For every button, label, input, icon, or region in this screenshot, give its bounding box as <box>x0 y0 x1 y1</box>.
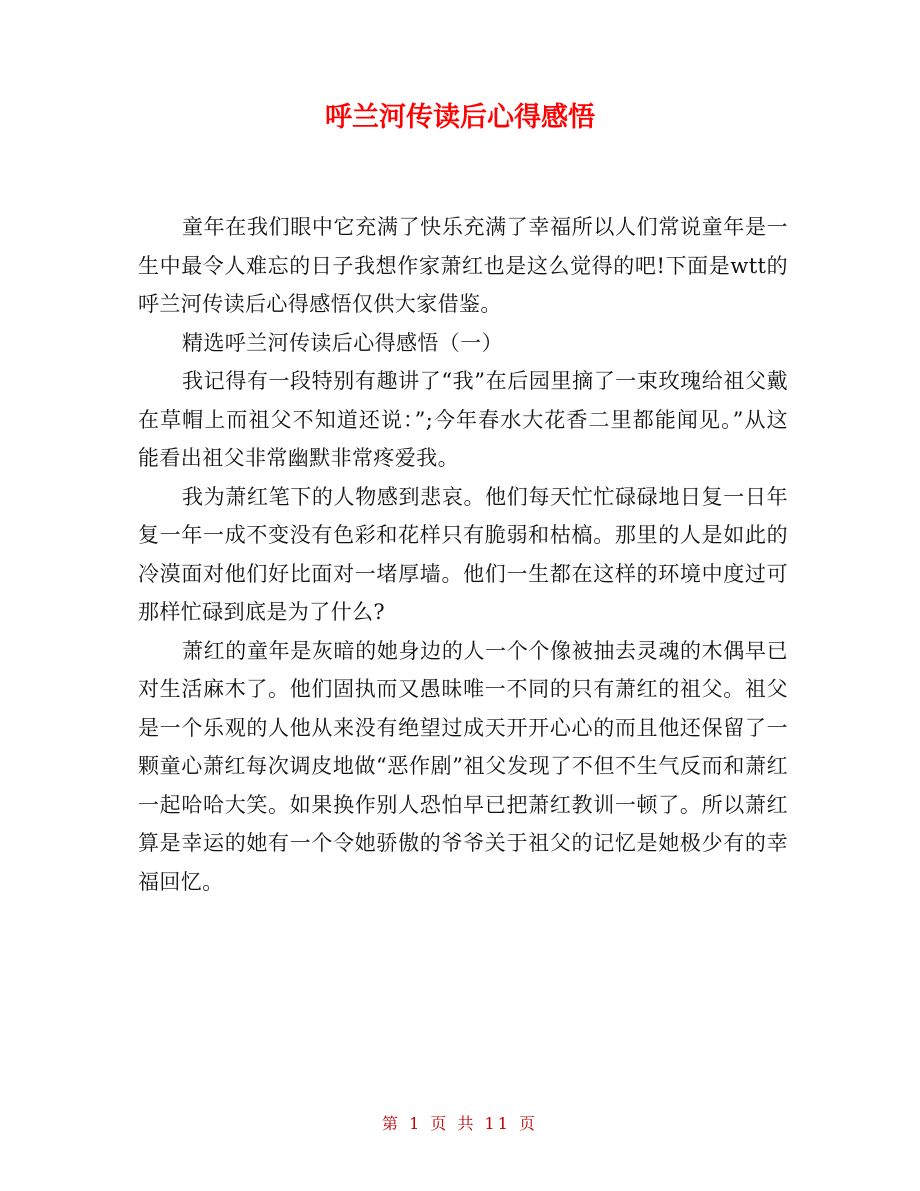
section-heading: 精选呼兰河传读后心得感悟（一） <box>182 330 503 355</box>
paragraph-childhood: 萧红的童年是灰暗的她身边的人一个个像被抽去灵魂的木偶早已对生活麻木了。他们固执而又愚昧唯一不同的只有萧红的祖父。祖父是一个乐观的人他从来没有绝望过成天开开心心的而且他还保留了一颗童心萧红每次调皮地做“恶作剧”祖父发现了不但不生气反而和萧红一起哈哈大笑。如果换作别人恐怕早已把萧红教训一顿了。所以萧红算是幸运的她有一个令她骄傲的爷爷关于祖父的记忆是她极少有的幸福回忆。 <box>138 638 788 894</box>
paragraph-grandfather-rose: 我记得有一段特别有趣讲了“我”在后园里摘了一束玫瑰给祖父戴在草帽上而祖父不知道还说：”;今年春水大花香二里都能闻见。”从这能看出祖父非常幽默非常疼爱我。 <box>138 369 788 470</box>
document-title: 呼兰河传读后心得感悟 <box>325 102 595 133</box>
document-body <box>138 208 788 901</box>
page-number-footer: 第 1 页 共 11 页 <box>382 1114 538 1133</box>
paragraph-intro: 童年在我们眼中它充满了快乐充满了幸福所以人们常说童年是一生中最令人难忘的日子我想作家萧红也是这么觉得的吧!下面是wtt的呼兰河传读后心得感悟仅供大家借鉴。 <box>138 215 788 316</box>
paragraph-sadness: 我为萧红笔下的人物感到悲哀。他们每天忙忙碌碌地日复一日年复一年一成不变没有色彩和花样只有脆弱和枯槁。那里的人是如此的冷漠面对他们好比面对一堵厚墙。他们一生都在这样的环境中度过可那样忙碌到底是为了什么? <box>138 484 788 624</box>
